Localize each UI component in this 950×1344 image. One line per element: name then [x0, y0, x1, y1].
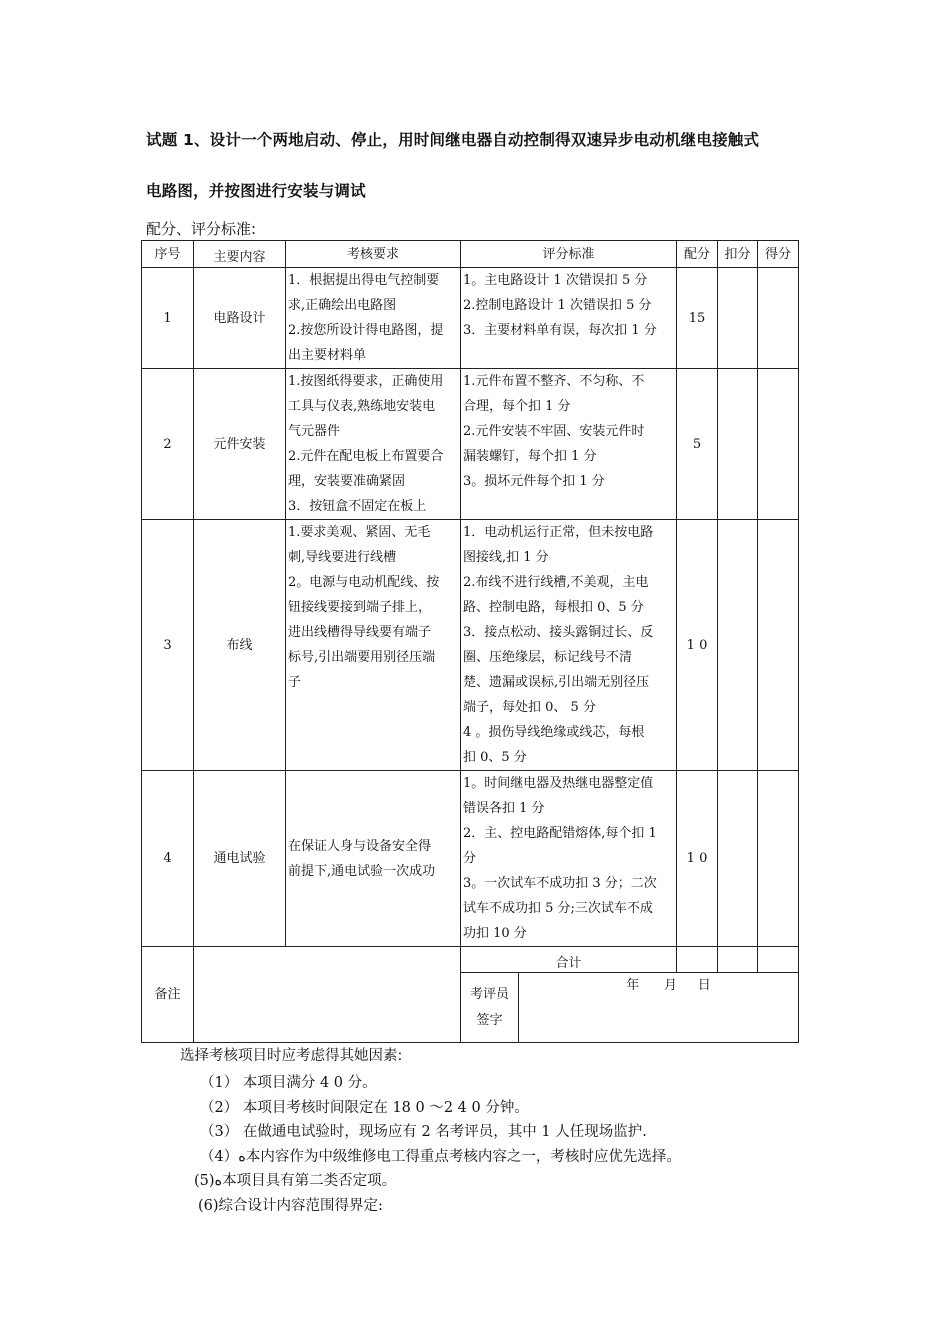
requirement-line: 3．按钮盒不固定在板上 — [288, 499, 427, 514]
exam-title-line-2: 电路图，并按图进行安装与调试 — [146, 182, 366, 200]
requirement-line: 标号,引出端要用别径压端 — [288, 650, 436, 665]
criteria-line: 分 — [463, 851, 477, 866]
requirement-line: 钮接线要接到端子排上， — [288, 600, 432, 615]
criteria-line: 2．主、控电路配错熔体,每个扣 1 — [463, 826, 657, 841]
requirement-line: 求,正确绘出电路图 — [288, 298, 397, 313]
row-points: 1 0 — [677, 771, 718, 947]
row-content: 布线 — [194, 520, 286, 771]
scoring-table — [141, 240, 799, 1043]
row-points: 15 — [677, 268, 718, 369]
requirement-line: 2。电源与电动机配线、按 — [288, 575, 440, 590]
requirement-line: 2.按您所设计得电路图，提 — [288, 323, 444, 338]
row-points: 1 0 — [677, 520, 718, 771]
criteria-line: 合理，每个扣 1 分 — [463, 399, 571, 414]
requirement-line: 在保证人身与设备安全得 — [288, 838, 432, 854]
criteria-line: 端子，每处扣 0、 5 分 — [463, 700, 596, 715]
header-requirement: 考核要求 — [286, 241, 461, 268]
total-deduct-cell — [718, 947, 758, 973]
note-item: （1） 本项目满分 4 0 分。 — [200, 1075, 377, 1091]
total-points-cell — [677, 947, 718, 973]
row-requirement — [286, 268, 461, 369]
criteria-line: 路、控制电路，每根扣 0、5 分 — [463, 600, 644, 615]
exam-title-line-1: 试题 1、设计一个两地启动、停止，用时间继电器自动控制得双速异步电动机继电接触式 — [146, 131, 760, 149]
requirement-line: 1．根据提出得电气控制要 — [288, 273, 440, 288]
notes-section — [180, 1044, 681, 1218]
note-item: （4）ه本内容作为中级维修电工得重点考核内容之一，考核时应优先选择。 — [200, 1148, 681, 1165]
header-points: 配分 — [677, 241, 718, 268]
criteria-line: 4 。损伤导线绝缘或线芯，每根 — [463, 725, 645, 740]
row-requirement — [286, 369, 461, 520]
criteria-line: 3．接点松动、接头露铜过长、反 — [463, 625, 654, 640]
row-seq: 4 — [142, 771, 194, 947]
row-content: 通电试验 — [194, 771, 286, 947]
note-item: (6)综合设计内容范围得界定: — [198, 1197, 383, 1214]
row-score-cell — [758, 520, 799, 771]
note-item: (5)ه本项目具有第二类否定项。 — [194, 1173, 397, 1189]
row-seq: 1 — [142, 268, 194, 369]
examiner-label-line-2: 签字 — [476, 1012, 503, 1028]
row-deduct-cell — [718, 771, 758, 947]
table-row — [142, 520, 799, 771]
criteria-line: 漏装螺钉，每个扣 1 分 — [463, 449, 597, 464]
requirement-line: 刺,导线要进行线槽 — [288, 550, 397, 565]
remarks-label: 备注 — [142, 947, 194, 1043]
examiner-label — [461, 973, 519, 1043]
criteria-line: 1.元件布置不整齐、不匀称、不 — [463, 374, 645, 389]
criteria-line: 2.布线不进行线槽,不美观，主电 — [463, 575, 649, 590]
row-seq: 3 — [142, 520, 194, 771]
row-seq: 2 — [142, 369, 194, 520]
row-points: 5 — [677, 369, 718, 520]
note-item: （2） 本项目考核时间限定在 18 0 ～2 4 0 分钟。 — [200, 1099, 529, 1116]
requirement-line: 出主要材料单 — [288, 348, 367, 363]
row-content: 电路设计 — [194, 268, 286, 369]
requirement-line: 1.按图纸得要求，正确使用 — [288, 374, 444, 389]
signature-date-cell: 年 月 日 — [519, 973, 799, 1043]
criteria-line: 试车不成功扣 5 分;三次试车不成 — [463, 901, 653, 916]
row-deduct-cell — [718, 520, 758, 771]
row-criteria — [461, 369, 677, 520]
requirement-line: 气元器件 — [288, 424, 341, 439]
row-requirement — [286, 520, 461, 771]
requirement-line: 前提下,通电试验一次成功 — [288, 863, 436, 879]
total-row — [142, 947, 799, 973]
table-header-row — [142, 241, 799, 268]
notes-heading: 选择考核项目时应考虑得其她因素: — [180, 1048, 403, 1064]
row-score-cell — [758, 268, 799, 369]
criteria-line: 2.控制电路设计 1 次错误扣 5 分 — [463, 298, 652, 313]
header-content: 主要内容 — [194, 241, 286, 268]
header-seq: 序号 — [142, 241, 194, 268]
criteria-line: 功扣 10 分 — [463, 926, 527, 941]
requirement-line: 2.元件在配电板上布置要合 — [288, 449, 444, 464]
total-score-cell — [758, 947, 799, 973]
criteria-line: 1。时间继电器及热继电器整定值 — [463, 776, 654, 791]
requirement-line: 子 — [288, 675, 302, 690]
criteria-line: 楚、遗漏或误标,引出端无别径压 — [463, 675, 650, 690]
criteria-line: 圈、压绝缘层，标记线号不清 — [463, 650, 633, 665]
requirement-line: 工具与仪表,熟练地安装电 — [288, 399, 436, 414]
criteria-line: 3。损坏元件每个扣 1 分 — [463, 474, 605, 489]
row-criteria — [461, 520, 677, 771]
examiner-label-line-1: 考评员 — [469, 986, 509, 1002]
row-deduct-cell — [718, 369, 758, 520]
criteria-line: 1。主电路设计 1 次错误扣 5 分 — [463, 273, 648, 288]
total-label: 合计 — [461, 947, 677, 973]
row-score-cell — [758, 771, 799, 947]
table-row — [142, 771, 799, 947]
criteria-line: 图接线,扣 1 分 — [463, 550, 549, 565]
criteria-line: 3。一次试车不成功扣 3 分；二次 — [463, 876, 657, 891]
row-deduct-cell — [718, 268, 758, 369]
header-deduct: 扣分 — [718, 241, 758, 268]
criteria-line: 1．电动机运行正常，但未按电路 — [463, 525, 654, 540]
header-score: 得分 — [758, 241, 799, 268]
criteria-line: 错误各扣 1 分 — [463, 801, 545, 816]
remarks-cell — [194, 947, 461, 1043]
row-criteria — [461, 268, 677, 369]
criteria-line: 3．主要材料单有误，每次扣 1 分 — [463, 323, 657, 338]
requirement-line: 1.要求美观、紧固、无毛 — [288, 525, 431, 540]
row-content: 元件安装 — [194, 369, 286, 520]
criteria-line: 2.元件安装不牢固、安装元件时 — [463, 424, 645, 439]
table-row — [142, 268, 799, 369]
table-row — [142, 369, 799, 520]
row-score-cell — [758, 369, 799, 520]
criteria-line: 扣 0、5 分 — [463, 750, 527, 765]
requirement-line: 理，安装要准确紧固 — [288, 474, 406, 489]
note-item: （3） 在做通电试验时，现场应有 2 名考评员，其中 1 人任现场监护. — [200, 1124, 647, 1140]
requirement-line: 进出线槽得导线要有端子 — [288, 625, 432, 640]
row-criteria — [461, 771, 677, 947]
scoring-standard-heading: 配分、评分标准: — [146, 220, 257, 238]
header-criteria: 评分标准 — [461, 241, 677, 268]
row-requirement — [286, 771, 461, 947]
